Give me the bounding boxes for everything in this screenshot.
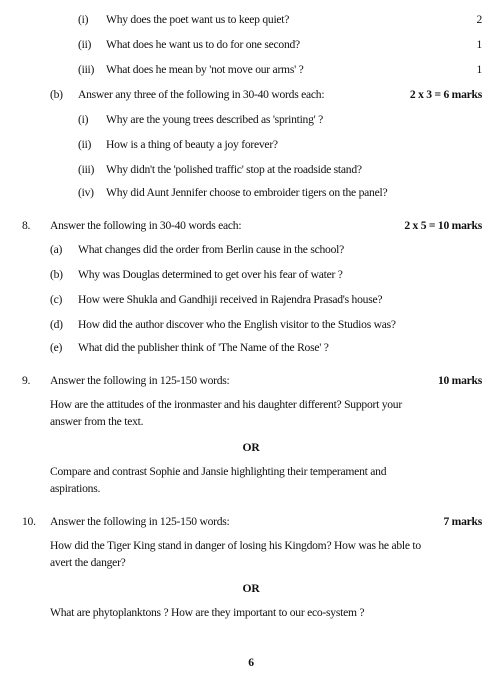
q7b-item-1-num: (i) [78, 113, 89, 126]
q9-marks: 10 marks [437, 374, 482, 387]
q7a-item-3-text: What does he mean by 'not move our arms' ? [106, 63, 304, 76]
q9-instruction: Answer the following in 125-150 words: [50, 374, 230, 387]
q10-or-separator: OR [242, 582, 260, 595]
q10-option1-line1: How did the Tiger King stand in danger of losing his Kingdom? How was he able to [50, 539, 421, 552]
q7b-item-1-text: Why are the young trees described as 'sprinting' ? [106, 113, 324, 126]
q8-item-e-text: What did the publisher think of 'The Name of the Rose' ? [78, 341, 329, 354]
q10-instruction: Answer the following in 125-150 words: [50, 515, 230, 528]
q9-number: 9. [22, 374, 31, 387]
q7a-item-1-marks: 2 [476, 13, 482, 26]
q9-option2-line2: aspirations. [50, 482, 101, 495]
q8-item-e-num: (e) [50, 341, 63, 354]
q7b-marks: 2 x 3 = 6 marks [409, 88, 482, 101]
q8-item-c-num: (c) [50, 293, 63, 306]
q7b-item-4-text: Why did Aunt Jennifer choose to embroider tigers on the panel? [106, 186, 388, 199]
q7a-item-1-num: (i) [78, 13, 89, 26]
q10-number: 10. [22, 515, 36, 528]
q8-item-c-text: How were Shukla and Gandhiji received in Rajendra Prasad's house? [78, 293, 383, 306]
q10-option1-line2: avert the danger? [50, 556, 126, 569]
q7b-label: (b) [50, 88, 63, 101]
q8-number: 8. [22, 219, 31, 232]
q8-item-b-num: (b) [50, 268, 63, 281]
q10-marks: 7 marks [443, 515, 482, 528]
q9-option1-line1: How are the attitudes of the ironmaster and his daughter different? Support your [50, 398, 402, 411]
q9-or-separator: OR [242, 441, 260, 454]
q10-option2-line1: What are phytoplanktons ? How are they important to our eco-system ? [50, 606, 365, 619]
q7b-item-3-text: Why didn't the 'polished traffic' stop at the roadside stand? [106, 163, 362, 176]
q7b-item-2-text: How is a thing of beauty a joy forever? [106, 138, 278, 151]
q7b-item-4-num: (iv) [78, 186, 94, 199]
q7a-item-2-num: (ii) [78, 38, 92, 51]
q8-item-d-num: (d) [50, 318, 63, 331]
q8-item-a-text: What changes did the order from Berlin cause in the school? [78, 243, 344, 256]
q8-item-b-text: Why was Douglas determined to get over his fear of water ? [78, 268, 343, 281]
q8-item-a-num: (a) [50, 243, 63, 256]
q8-instruction: Answer the following in 30-40 words each: [50, 219, 242, 232]
q7a-item-3-marks: 1 [476, 63, 482, 76]
q7a-item-1-text: Why does the poet want us to keep quiet? [106, 13, 290, 26]
q8-marks: 2 x 5 = 10 marks [404, 219, 482, 232]
q9-option2-line1: Compare and contrast Sophie and Jansie highlighting their temperament and [50, 465, 387, 478]
q7a-item-3-num: (iii) [78, 63, 95, 76]
q7b-item-2-num: (ii) [78, 138, 92, 151]
q7b-instruction: Answer any three of the following in 30-40 words each: [78, 88, 325, 101]
q7b-item-3-num: (iii) [78, 163, 95, 176]
q8-item-d-text: How did the author discover who the English visitor to the Studios was? [78, 318, 396, 331]
q7a-item-2-marks: 1 [476, 38, 482, 51]
q9-option1-line2: answer from the text. [50, 415, 144, 428]
page-number: 6 [248, 656, 254, 669]
q7a-item-2-text: What does he want us to do for one second? [106, 38, 300, 51]
